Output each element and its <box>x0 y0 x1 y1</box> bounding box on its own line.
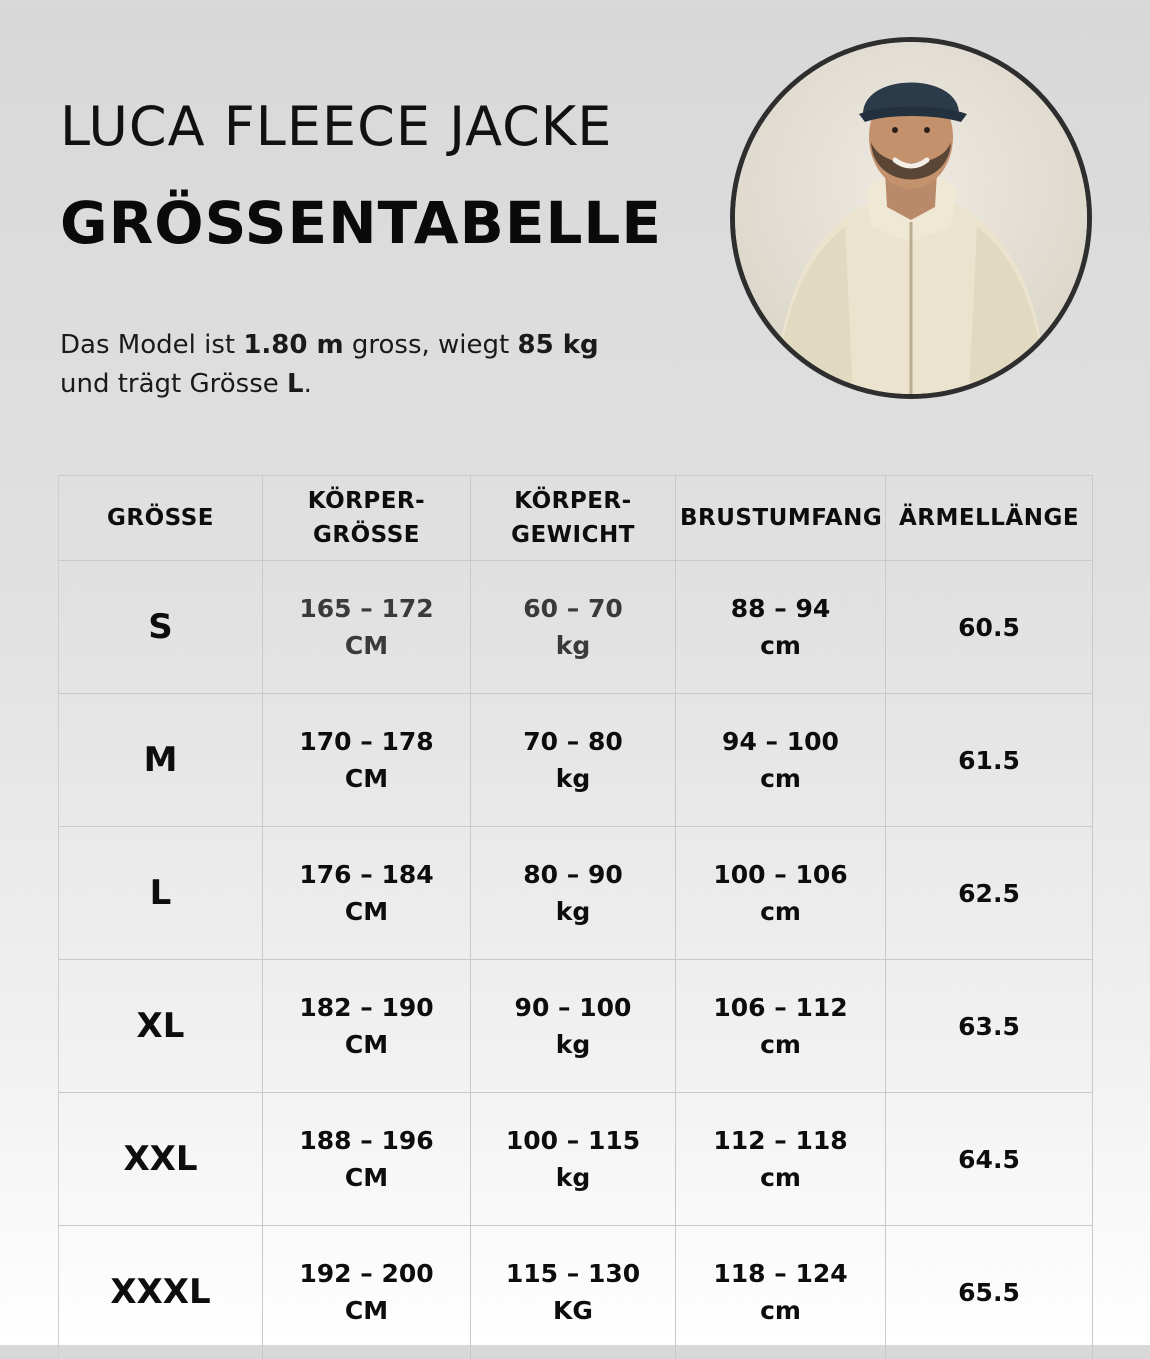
chest-cell: 88 – 94 cm <box>676 561 886 694</box>
size-cell: M <box>59 694 263 827</box>
model-weight: 85 kg <box>517 330 599 360</box>
height-cell: 182 – 190 CM <box>263 960 471 1093</box>
model-info <box>60 326 599 404</box>
chest-cell: 118 – 124 cm <box>676 1226 886 1359</box>
model-photo <box>730 37 1092 399</box>
size-cell: XXXL <box>59 1226 263 1359</box>
table-row <box>59 960 1093 1093</box>
chest-cell: 106 – 112 cm <box>676 960 886 1093</box>
sleeve-cell: 60.5 <box>886 561 1093 694</box>
weight-cell: 80 – 90 kg <box>471 827 676 960</box>
size-cell: XXL <box>59 1093 263 1226</box>
weight-cell: 115 – 130 KG <box>471 1226 676 1359</box>
height-cell: 176 – 184 CM <box>263 827 471 960</box>
sleeve-cell: 65.5 <box>886 1226 1093 1359</box>
weight-cell: 70 – 80 kg <box>471 694 676 827</box>
size-cell: XL <box>59 960 263 1093</box>
chest-cell: 112 – 118 cm <box>676 1093 886 1226</box>
size-chart <box>58 475 1092 1359</box>
column-header-body-weight: KÖRPER- GEWICHT <box>471 476 676 561</box>
column-header-size: GRÖSSE <box>59 476 263 561</box>
sleeve-cell: 63.5 <box>886 960 1093 1093</box>
product-name: LUCA FLEECE JACKE <box>60 95 613 158</box>
table-row <box>59 1093 1093 1226</box>
model-info-text: und trägt Grösse <box>60 369 288 399</box>
model-info-text: gross, wiegt <box>343 330 518 360</box>
weight-cell: 100 – 115 kg <box>471 1093 676 1226</box>
model-info-text: . <box>303 369 312 399</box>
table-row <box>59 561 1093 694</box>
page-title: GRÖSSENTABELLE <box>60 189 662 257</box>
chest-cell: 94 – 100 cm <box>676 694 886 827</box>
sleeve-cell: 64.5 <box>886 1093 1093 1226</box>
chest-cell: 100 – 106 cm <box>676 827 886 960</box>
weight-cell: 60 – 70 kg <box>471 561 676 694</box>
table-row <box>59 1226 1093 1359</box>
table-row <box>59 827 1093 960</box>
model-info-text: Das Model ist <box>60 330 244 360</box>
height-cell: 192 – 200 CM <box>263 1226 471 1359</box>
model-height: 1.80 m <box>243 330 344 360</box>
sleeve-cell: 61.5 <box>886 694 1093 827</box>
table-header-row <box>59 476 1093 561</box>
size-cell: L <box>59 827 263 960</box>
height-cell: 170 – 178 CM <box>263 694 471 827</box>
size-cell: S <box>59 561 263 694</box>
column-header-body-height: KÖRPER- GRÖSSE <box>263 476 471 561</box>
model-size: L <box>287 369 304 399</box>
height-cell: 165 – 172 CM <box>263 561 471 694</box>
size-table <box>58 475 1093 1359</box>
column-header-sleeve: ÄRMELLÄNGE <box>886 476 1093 561</box>
weight-cell: 90 – 100 kg <box>471 960 676 1093</box>
height-cell: 188 – 196 CM <box>263 1093 471 1226</box>
sleeve-cell: 62.5 <box>886 827 1093 960</box>
table-row <box>59 694 1093 827</box>
column-header-chest: BRUSTUMFANG <box>676 476 886 561</box>
